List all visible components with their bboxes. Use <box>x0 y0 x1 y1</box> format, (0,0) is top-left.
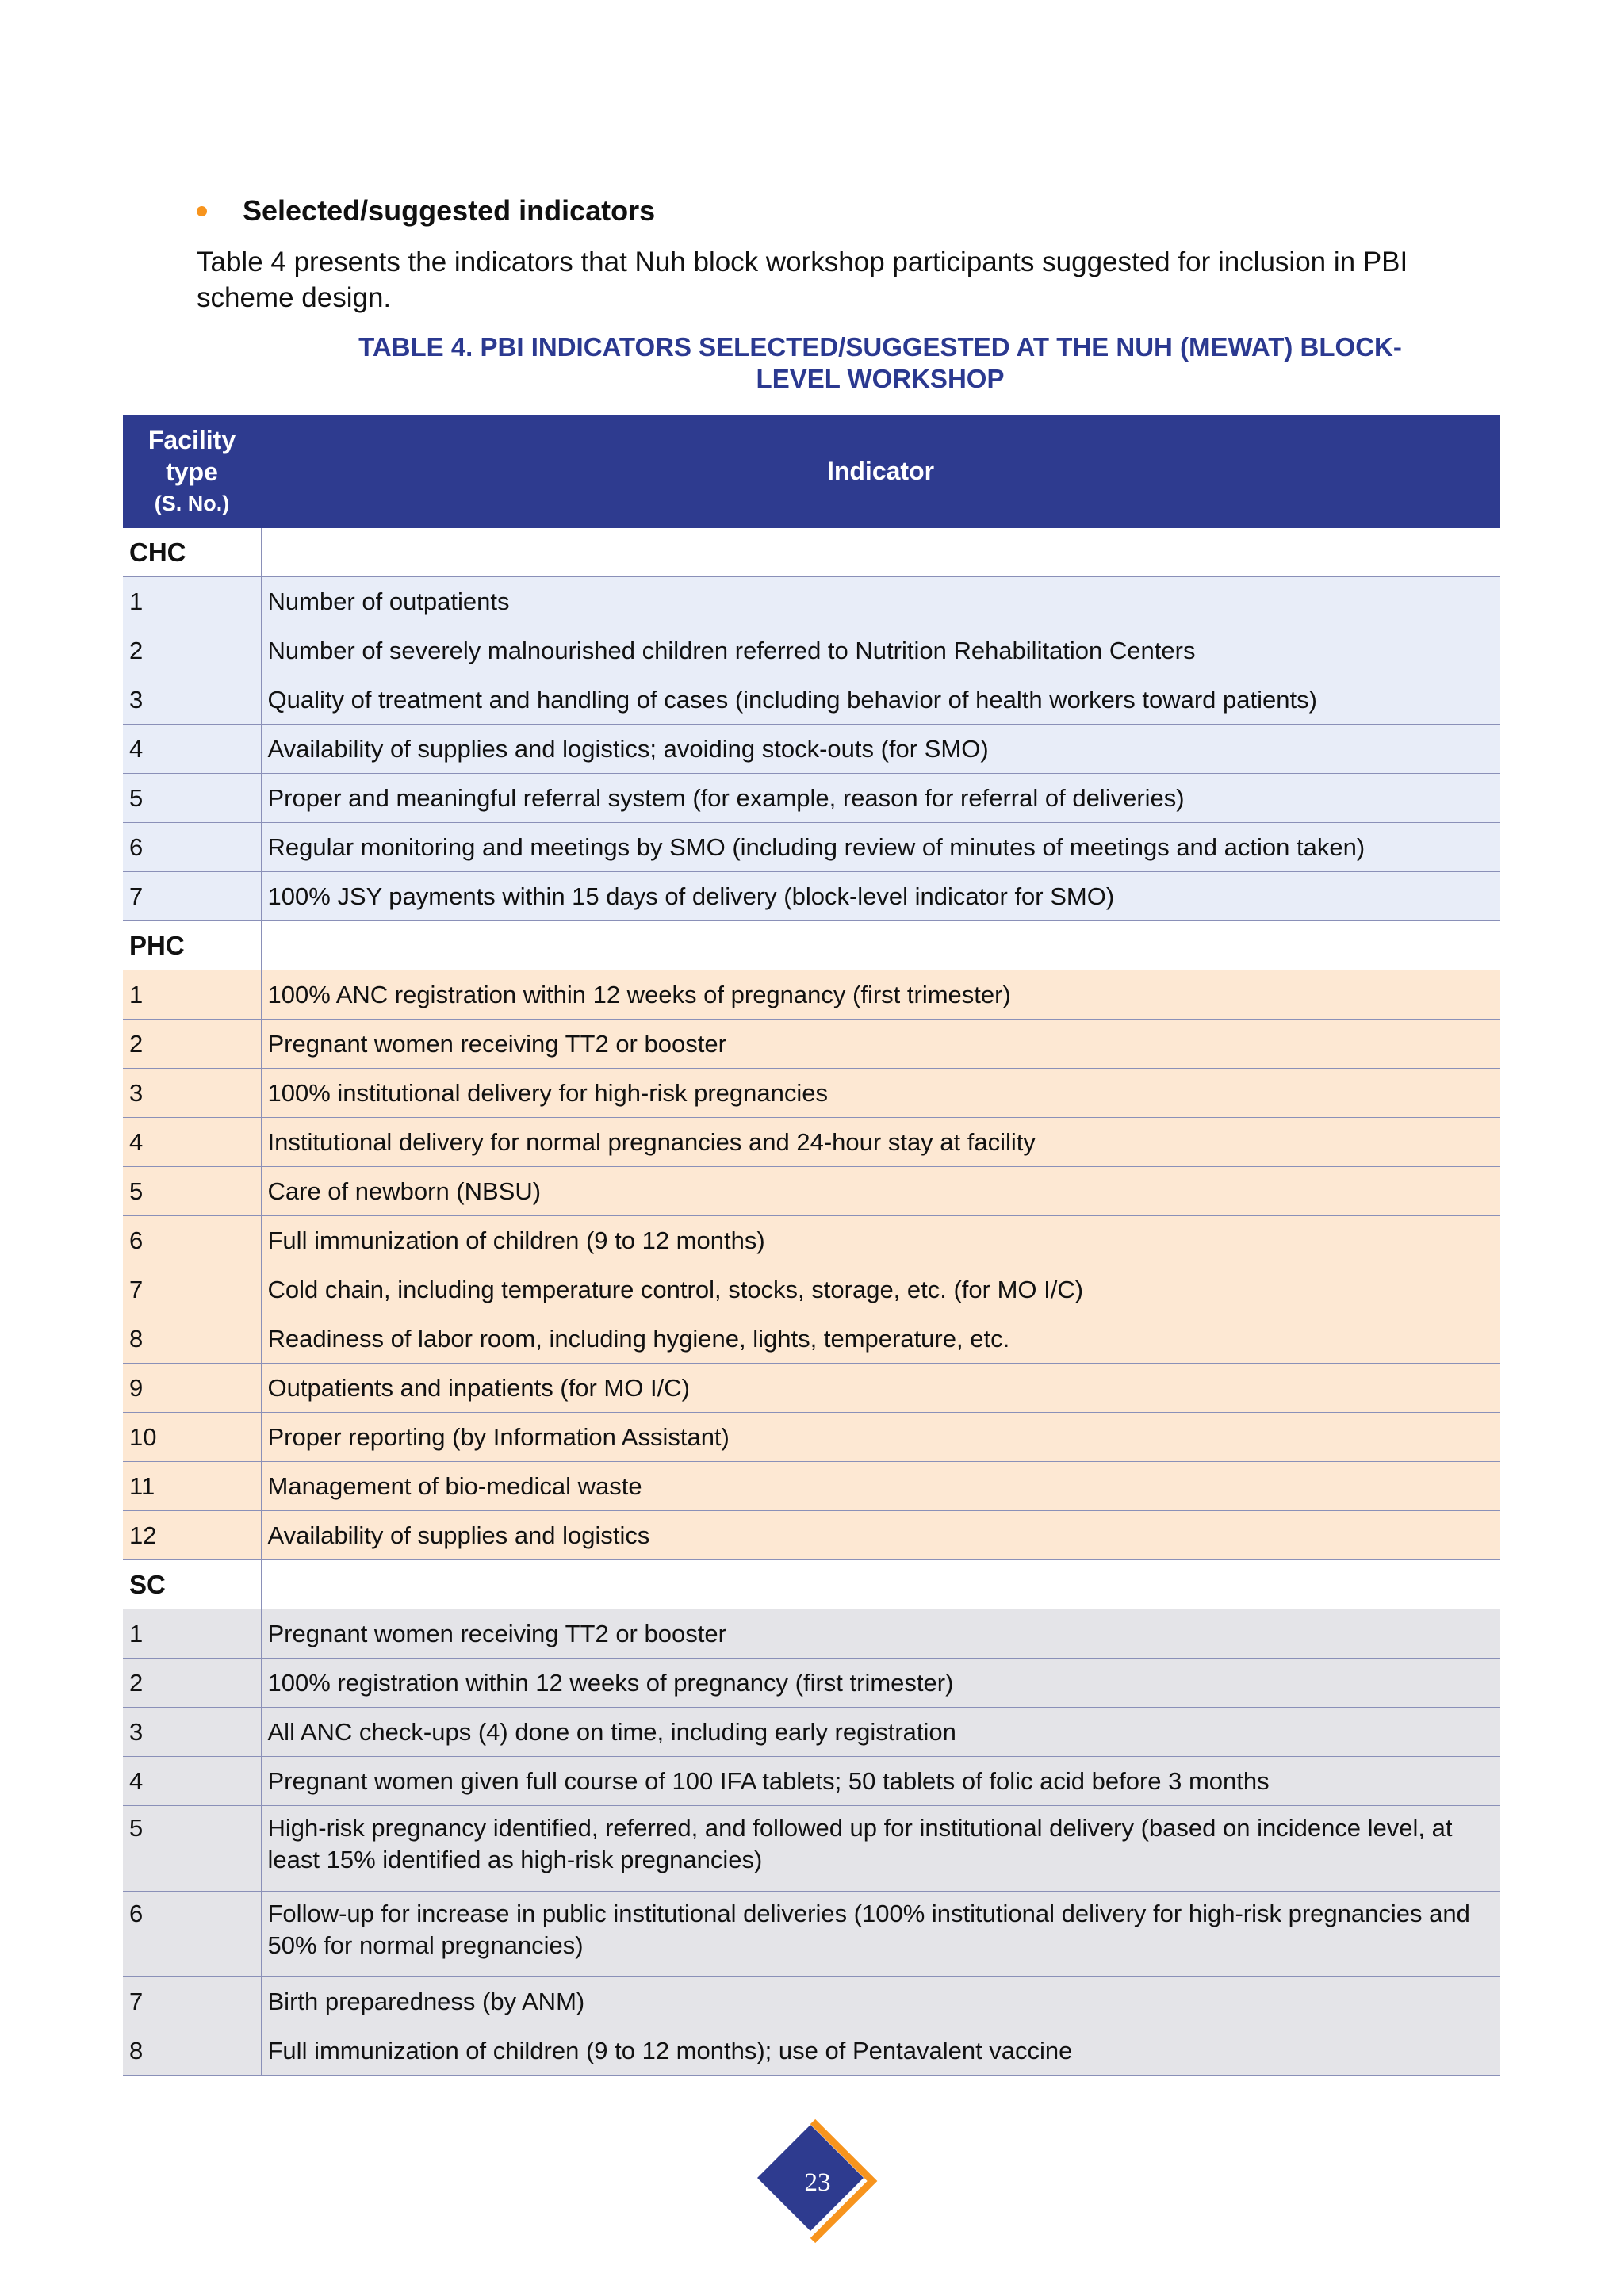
indicator-text: Cold chain, including temperature control, stocks, storage, etc. (for MO I/C) <box>261 1265 1500 1314</box>
table-row <box>123 1511 1500 1560</box>
intro-paragraph: Table 4 presents the indicators that Nuh block workshop participants suggested for inclusion in PBI scheme design. <box>197 247 1408 313</box>
table-row <box>123 1462 1500 1511</box>
table-row <box>123 1020 1500 1069</box>
row-number: 1 <box>123 577 261 626</box>
section-empty-cell <box>261 528 1500 577</box>
row-number: 8 <box>123 1314 261 1364</box>
table-row <box>123 823 1500 872</box>
table-row <box>123 1977 1500 2026</box>
bullet-dot-icon <box>197 206 207 216</box>
header-facility-type-label: Facility type <box>147 425 236 486</box>
header-facility-type <box>123 415 261 528</box>
row-number: 3 <box>123 1069 261 1118</box>
row-number: 11 <box>123 1462 261 1511</box>
indicator-text: 100% ANC registration within 12 weeks of pregnancy (first trimester) <box>261 970 1500 1020</box>
table-row <box>123 1167 1500 1216</box>
indicator-text: Pregnant women given full course of 100 IFA tablets; 50 tablets of folic acid before 3 months <box>261 1757 1500 1806</box>
section-label: SC <box>123 1560 261 1609</box>
table-row <box>123 872 1500 921</box>
row-number: 4 <box>123 725 261 774</box>
table-row <box>123 1314 1500 1364</box>
row-number: 10 <box>123 1413 261 1462</box>
table-header-row <box>123 415 1500 528</box>
row-number: 3 <box>123 1708 261 1757</box>
indicator-text: Outpatients and inpatients (for MO I/C) <box>261 1364 1500 1413</box>
table-row <box>123 1118 1500 1167</box>
table-row <box>123 1757 1500 1806</box>
indicator-text: All ANC check-ups (4) done on time, including early registration <box>261 1708 1500 1757</box>
table-row <box>123 1413 1500 1462</box>
table-row <box>123 1708 1500 1757</box>
indicator-text: Management of bio-medical waste <box>261 1462 1500 1511</box>
table-row <box>123 675 1500 725</box>
indicator-text: Institutional delivery for normal pregnancies and 24-hour stay at facility <box>261 1118 1500 1167</box>
row-number: 2 <box>123 626 261 675</box>
section-row-chc <box>123 528 1500 577</box>
row-number: 7 <box>123 872 261 921</box>
row-number: 6 <box>123 1216 261 1265</box>
indicator-text: Follow-up for increase in public institutional deliveries (100% institutional delivery for high-risk pregnancies and 50% for normal pregnancies) <box>261 1892 1500 1977</box>
row-number: 1 <box>123 1609 261 1659</box>
indicator-text: Availability of supplies and logistics; avoiding stock-outs (for SMO) <box>261 725 1500 774</box>
indicator-text: Number of severely malnourished children referred to Nutrition Rehabilitation Centers <box>261 626 1500 675</box>
table-caption-line1: TABLE 4. PBI INDICATORS SELECTED/SUGGESTED AT THE NUH (MEWAT) BLOCK- <box>358 332 1402 362</box>
header-indicator: Indicator <box>261 415 1500 528</box>
table-row <box>123 2026 1500 2076</box>
row-number: 7 <box>123 1977 261 2026</box>
indicator-text: Pregnant women receiving TT2 or booster <box>261 1020 1500 1069</box>
indicator-table <box>123 415 1500 2076</box>
header-facility-type-sub: (S. No.) <box>154 491 230 515</box>
table-row <box>123 1216 1500 1265</box>
table-row <box>123 1069 1500 1118</box>
row-number: 7 <box>123 1265 261 1314</box>
indicator-text: Full immunization of children (9 to 12 months) <box>261 1216 1500 1265</box>
section-bullet-heading <box>197 194 655 228</box>
table-caption <box>151 331 1610 395</box>
table-row <box>123 577 1500 626</box>
section-label: CHC <box>123 528 261 577</box>
table-row <box>123 1806 1500 1892</box>
indicator-text: Proper reporting (by Information Assistant) <box>261 1413 1500 1462</box>
table-body <box>123 528 1500 2076</box>
table-row <box>123 1364 1500 1413</box>
indicator-text: Number of outpatients <box>261 577 1500 626</box>
table-row <box>123 1659 1500 1708</box>
page-number: 23 <box>804 2168 831 2197</box>
row-number: 6 <box>123 1892 261 1977</box>
section-label: PHC <box>123 921 261 970</box>
section-empty-cell <box>261 1560 1500 1609</box>
table-row <box>123 970 1500 1020</box>
row-number: 1 <box>123 970 261 1020</box>
row-number: 9 <box>123 1364 261 1413</box>
indicator-text: Quality of treatment and handling of cases (including behavior of health workers toward patients) <box>261 675 1500 725</box>
indicator-text: Birth preparedness (by ANM) <box>261 1977 1500 2026</box>
indicator-text: Care of newborn (NBSU) <box>261 1167 1500 1216</box>
bullet-heading-text: Selected/suggested indicators <box>243 194 656 227</box>
row-number: 4 <box>123 1757 261 1806</box>
row-number: 4 <box>123 1118 261 1167</box>
row-number: 5 <box>123 1806 261 1892</box>
indicator-text: Full immunization of children (9 to 12 months); use of Pentavalent vaccine <box>261 2026 1500 2076</box>
table-row <box>123 1892 1500 1977</box>
indicator-text: 100% JSY payments within 15 days of delivery (block-level indicator for SMO) <box>261 872 1500 921</box>
indicator-text: Availability of supplies and logistics <box>261 1511 1500 1560</box>
row-number: 12 <box>123 1511 261 1560</box>
section-row-phc <box>123 921 1500 970</box>
table-row <box>123 725 1500 774</box>
indicator-text: Readiness of labor room, including hygiene, lights, temperature, etc. <box>261 1314 1500 1364</box>
row-number: 3 <box>123 675 261 725</box>
indicator-text: 100% registration within 12 weeks of pregnancy (first trimester) <box>261 1659 1500 1708</box>
indicator-text: High-risk pregnancy identified, referred, and followed up for institutional delivery (based on incidence level, at least 15% identified as high-risk pregnancies) <box>261 1806 1500 1892</box>
row-number: 2 <box>123 1659 261 1708</box>
row-number: 5 <box>123 1167 261 1216</box>
indicator-text: 100% institutional delivery for high-risk pregnancies <box>261 1069 1500 1118</box>
section-empty-cell <box>261 921 1500 970</box>
row-number: 5 <box>123 774 261 823</box>
row-number: 6 <box>123 823 261 872</box>
table-row <box>123 1609 1500 1659</box>
indicator-text: Pregnant women receiving TT2 or booster <box>261 1609 1500 1659</box>
table-row <box>123 1265 1500 1314</box>
row-number: 2 <box>123 1020 261 1069</box>
page-number-badge <box>757 2115 884 2250</box>
table-row <box>123 774 1500 823</box>
indicator-text: Proper and meaningful referral system (for example, reason for referral of deliveries) <box>261 774 1500 823</box>
table-caption-line2: LEVEL WORKSHOP <box>756 364 1005 393</box>
section-row-sc <box>123 1560 1500 1609</box>
table-row <box>123 626 1500 675</box>
indicator-text: Regular monitoring and meetings by SMO (including review of minutes of meetings and action taken) <box>261 823 1500 872</box>
row-number: 8 <box>123 2026 261 2076</box>
